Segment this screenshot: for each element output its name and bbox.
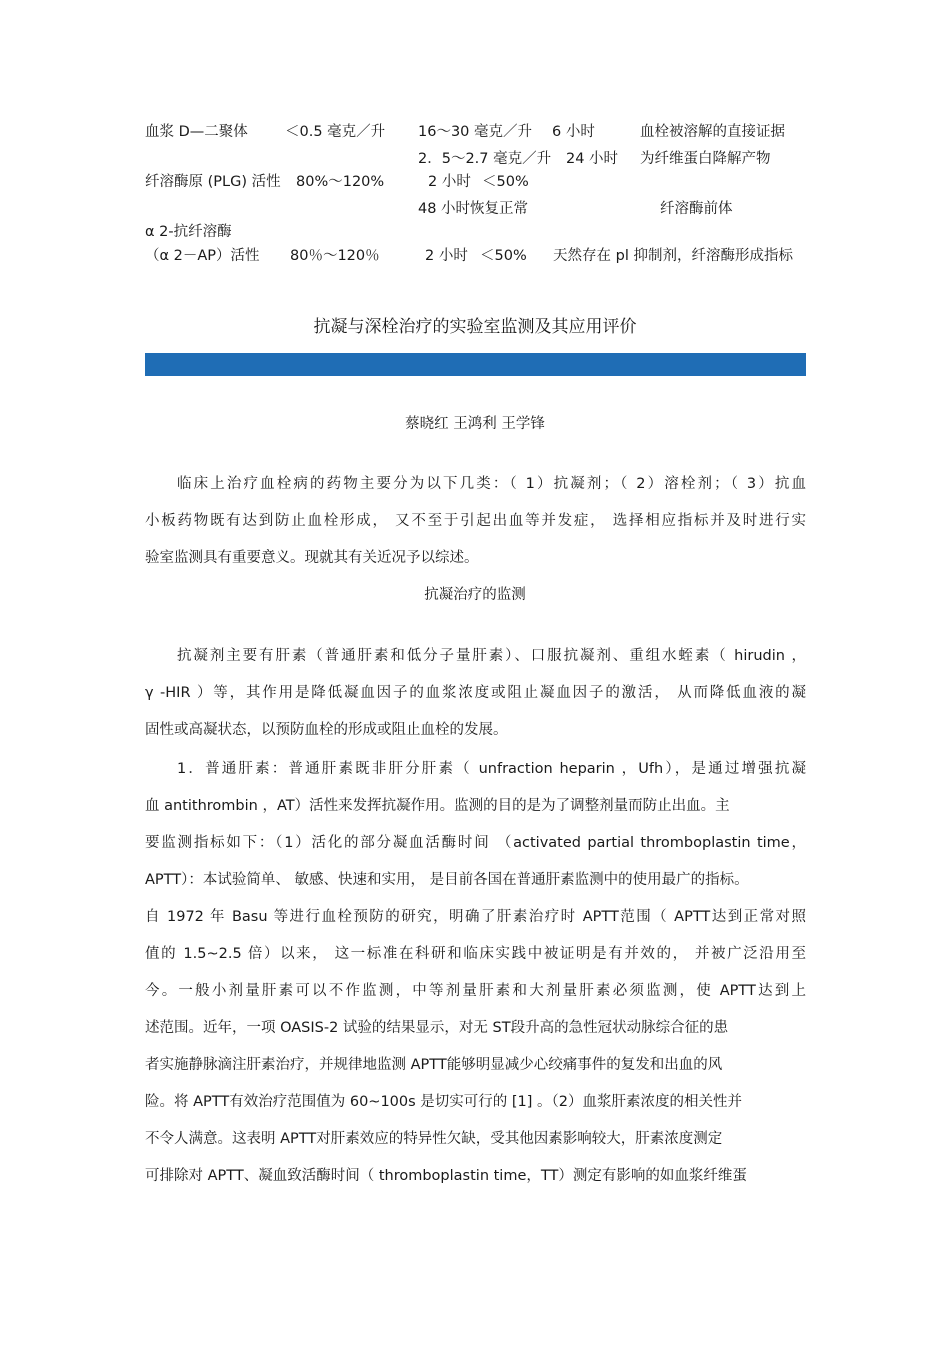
table-cell: 纤溶酶原 (PLG) 活性: [145, 174, 281, 190]
article-authors: 蔡晓红 王鸿利 王学锋: [405, 416, 545, 432]
text-line: APTT）：本试验简单、 敏感、快速和实用， 是目前各国在普通肝素监测中的使用最广的指标。: [145, 872, 749, 888]
text-line: 验室监测具有重要意义。现就其有关近况予以综述。: [145, 550, 479, 566]
text-line: 小板药物既有达到防止血栓形成， 又不至于引起出血等并发症， 选择相应指标并及时进行实: [145, 513, 806, 529]
table-cell: 2 小时: [428, 174, 471, 190]
text-line: 险。将 APTT有效治疗范围值为 60~100s 是切实可行的 [1] 。（2）血浆肝素浓度的相关性并: [145, 1094, 743, 1110]
text-line: γ -HIR ）等，其作用是降低凝血因子的血浆浓度或阻止凝血因子的激活， 从而降低血液的凝: [145, 685, 806, 701]
text-line: 者实施静脉滴注肝素治疗，并规律地监测 APTT能够明显减少心绞痛事件的复发和出血的风: [145, 1057, 723, 1073]
table-cell: 天然存在 pl 抑制剂，纤溶酶形成指标: [553, 248, 793, 264]
text-line: 临床上治疗血栓病的药物主要分为以下几类：（ 1）抗凝剂；（ 2）溶栓剂；（ 3）抗血: [177, 476, 806, 492]
text-line: 抗凝剂主要有肝素（普通肝素和低分子量肝素）、口服抗凝剂、重组水蛭素（ hirudin ，: [177, 648, 806, 664]
title-divider-bar: [145, 353, 806, 376]
table-cell: （α 2－AP）活性: [145, 248, 260, 264]
table-cell: 血栓被溶解的直接证据: [640, 124, 785, 140]
text-line: 不令人满意。这表明 APTT对肝素效应的特异性欠缺，受其他因素影响较大，肝素浓度测定: [145, 1131, 723, 1147]
text-line: 自 1972 年 Basu 等进行血栓预防的研究，明确了肝素治疗时 APTT范围（ APTT达到正常对照: [145, 909, 806, 925]
table-cell: 2．5～2.7 毫克／升: [418, 151, 552, 167]
section-heading: 抗凝治疗的监测: [424, 587, 526, 603]
table-cell: 6 小时: [552, 124, 595, 140]
table-cell: 80%～120%: [296, 174, 385, 190]
table-cell: 80％～120％: [290, 248, 380, 264]
table-cell: ＜0.5 毫克／升: [285, 124, 386, 140]
table-cell: 48 小时恢复正常: [418, 201, 529, 217]
text-line: 值的 1.5~2.5 倍）以来， 这一标准在科研和临床实践中被证明是有并效的， 并被广泛沿用至: [145, 946, 806, 962]
table-cell: 2 小时: [425, 248, 468, 264]
table-cell: 血浆 D—二聚体: [145, 124, 248, 140]
text-line: 今。一般小剂量肝素可以不作监测，中等剂量肝素和大剂量肝素必须监测，使 APTT达到上: [145, 983, 806, 999]
text-line: 要监测指标如下：（1）活化的部分凝血活酶时间 （activated partial thromboplastin time，: [145, 835, 806, 851]
table-cell: 24 小时: [566, 151, 619, 167]
text-line: 可排除对 APTT、凝血致活酶时间（ thromboplastin time，TT）测定有影响的如血浆纤维蛋: [145, 1168, 747, 1184]
table-cell: 16～30 毫克／升: [418, 124, 533, 140]
article-title: 抗凝与深栓治疗的实验室监测及其应用评价: [313, 317, 637, 337]
table-cell: ＜50%: [482, 174, 529, 190]
table-cell: 为纤维蛋白降解产物: [640, 151, 771, 167]
text-line: 1．普通肝素：普通肝素既非肝分肝素（ unfraction heparin ，Ufh），是通过增强抗凝: [177, 761, 806, 777]
text-line: 固性或高凝状态，以预防血栓的形成或阻止血栓的发展。: [145, 722, 508, 738]
table-cell: 纤溶酶前体: [660, 201, 733, 217]
table-cell: α 2-抗纤溶酶: [145, 224, 232, 240]
text-line: 述范围。近年，一项 OASIS-2 试验的结果显示，对无 ST段升高的急性冠状动脉综合征的患: [145, 1020, 729, 1036]
table-cell: ＜50%: [480, 248, 527, 264]
text-line: 血 antithrombin ，AT）活性来发挥抗凝作用。监测的目的是为了调整剂量而防止出血。主: [145, 798, 730, 814]
